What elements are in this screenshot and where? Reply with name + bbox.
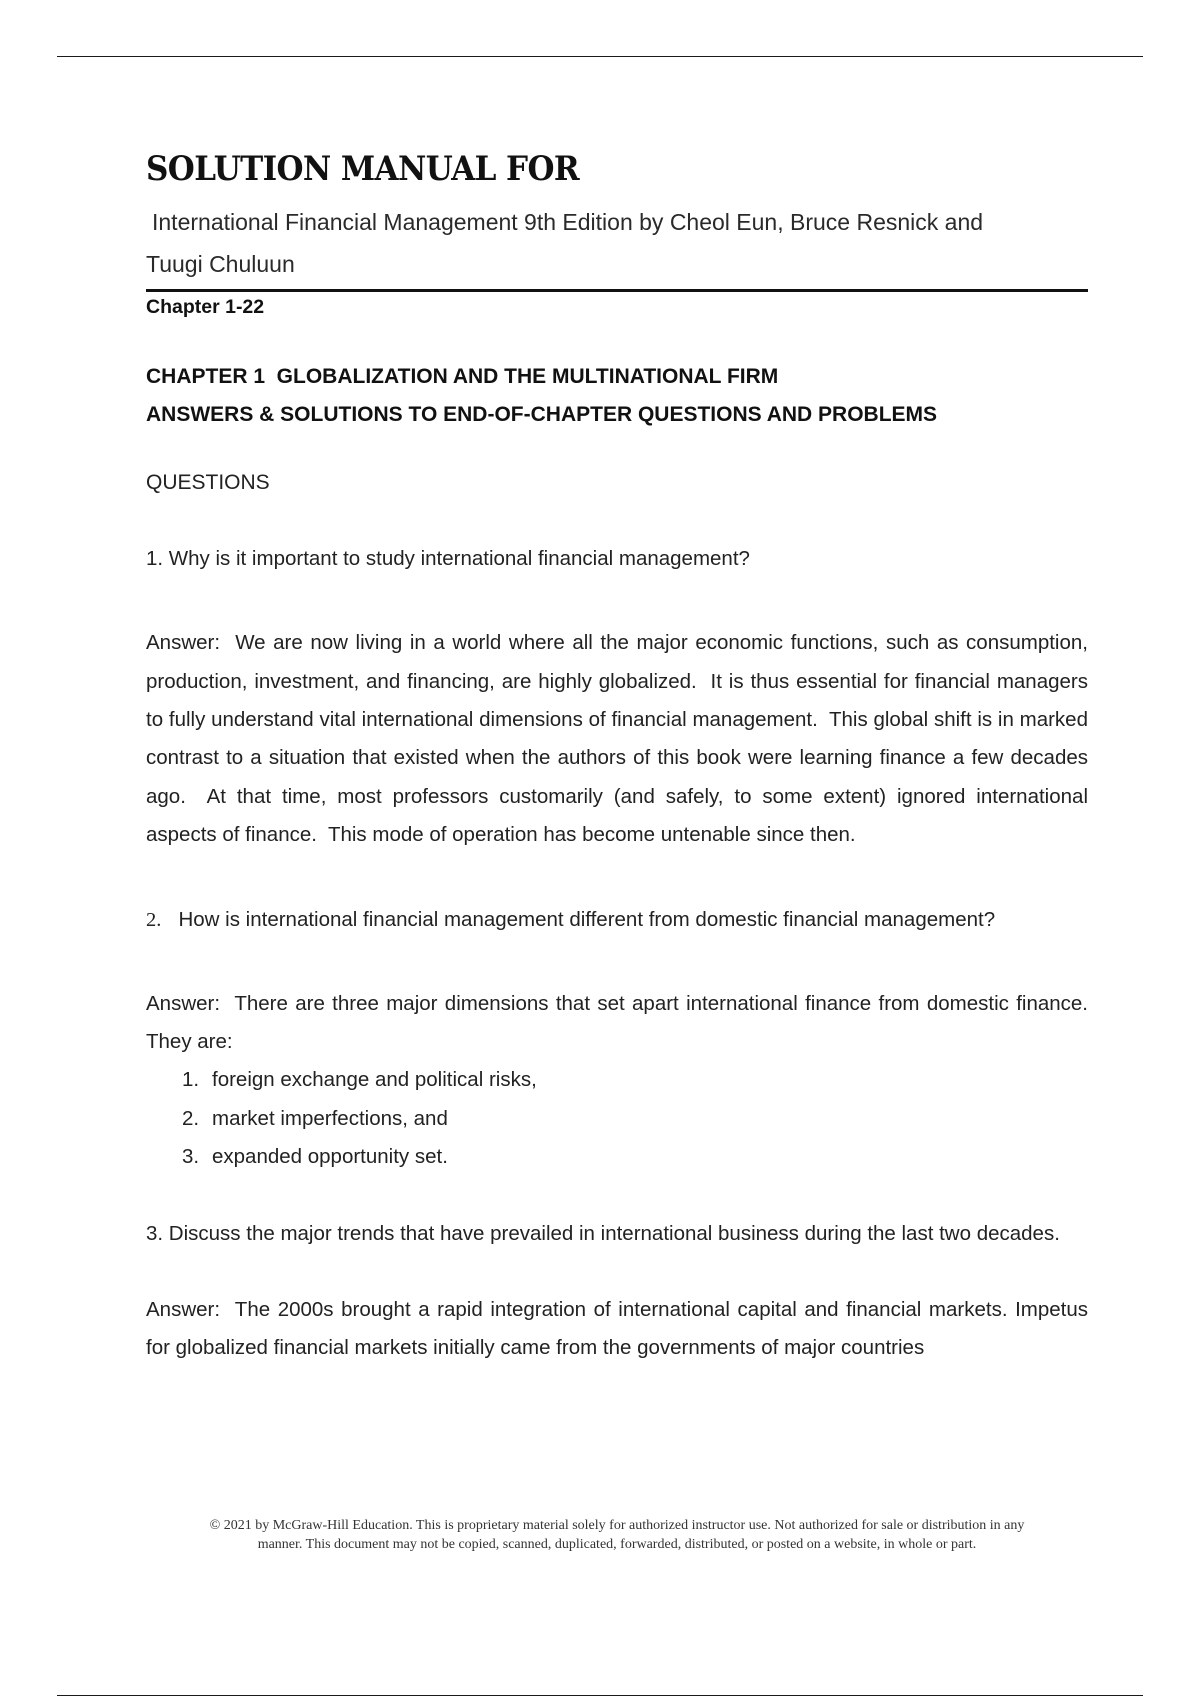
list-item — [182, 1100, 1088, 1138]
answer-3: Answer: The 2000s brought a rapid integration of international capital and financial markets. Impetus for globalized financial markets initially came from the governments of major countries — [146, 1298, 1094, 1360]
list-item-text: expanded opportunity set. — [212, 1145, 448, 1169]
book-subtitle — [146, 201, 1088, 285]
title-divider — [146, 289, 1088, 292]
question-3: 3. Discuss the major trends that have prevailed in international business during the last two decades. — [146, 1221, 1060, 1245]
subtitle-line-2: Tuugi Chuluun — [146, 251, 295, 278]
list-item-text: market imperfections, and — [212, 1106, 448, 1130]
list-item-number: 3. — [182, 1145, 200, 1169]
chapter-heading-block — [146, 358, 1088, 434]
list-item — [182, 1061, 1088, 1099]
question-2-text: How is international financial management different from domestic financial management? — [178, 907, 996, 931]
footer-line-2: manner. This document may not be copied, scanned, duplicated, forwarded, distributed, or posted on a website, in whole or part. — [257, 1537, 977, 1552]
list-item-number: 1. — [182, 1068, 200, 1092]
question-1: 1. Why is it important to study international financial management? — [146, 547, 750, 571]
chapter-range: Chapter 1-22 — [146, 296, 265, 319]
answer-1: Answer: We are now living in a world where all the major economic functions, such as consumption, production, investment, and financing, are highly globalized. It is thus essential for financial managers to fully understand vital international dimensions of financial management. This global shift is in marked contrast to a situation that existed when the authors of this book were learning finance a few decades ago. At that time, most professors customarily (and safely, to some extent) ignored international aspects of finance. This mode of operation has become untenable since then. — [146, 631, 1094, 847]
list-item-text: foreign exchange and political risks, — [212, 1068, 537, 1092]
top-rule — [57, 56, 1143, 57]
subtitle-line-1: International Financial Management 9th Edition by Cheol Eun, Bruce Resnick and — [152, 209, 984, 236]
answers-heading: ANSWERS & SOLUTIONS TO END-OF-CHAPTER QUESTIONS AND PROBLEMS — [146, 403, 938, 427]
dimensions-list — [146, 1061, 1088, 1176]
questions-label: QUESTIONS — [146, 471, 270, 495]
chapter-heading: CHAPTER 1 GLOBALIZATION AND THE MULTINATIONAL FIRM — [146, 365, 779, 389]
copyright-footer — [146, 1516, 1088, 1554]
footer-line-1: © 2021 by McGraw-Hill Education. This is proprietary material solely for authorized instructor use. Not authorized for sale or distribution in any — [209, 1518, 1025, 1533]
page-content — [146, 150, 1094, 1368]
answer-2: Answer: There are three major dimensions that set apart international finance from domestic finance. They are: — [146, 991, 1094, 1054]
question-2 — [146, 907, 1088, 933]
list-item — [182, 1138, 1088, 1176]
document-title: SOLUTION MANUAL FOR — [146, 150, 580, 189]
bottom-rule — [57, 1695, 1143, 1696]
list-item-number: 2. — [182, 1106, 200, 1130]
question-2-number: 2. — [146, 908, 162, 931]
